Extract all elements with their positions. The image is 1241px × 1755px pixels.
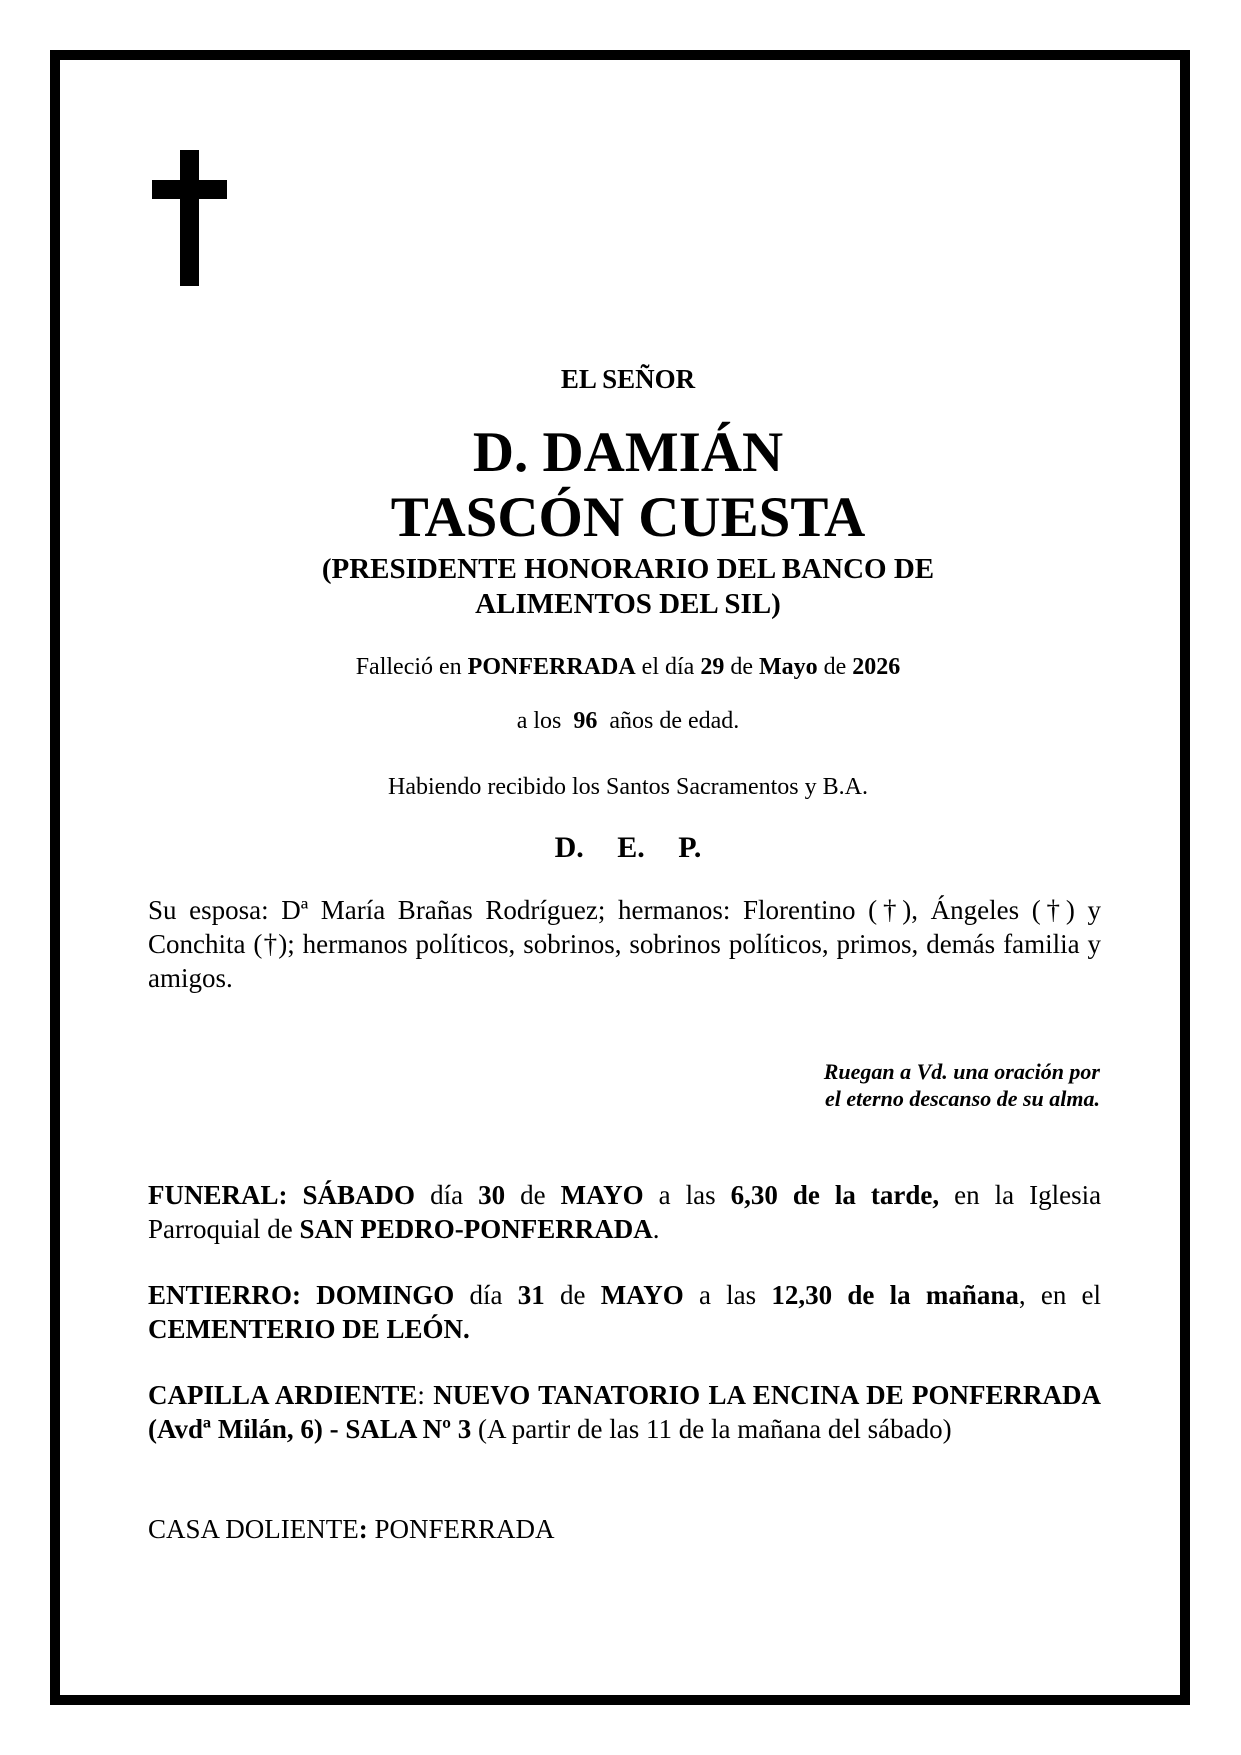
mourning-house-place: PONFERRADA	[374, 1514, 555, 1544]
death-place: PONFERRADA	[467, 654, 636, 680]
chapel-label: CAPILLA ARDIENTE	[148, 1380, 418, 1410]
deceased-name	[148, 420, 1108, 550]
role-line-1: (PRESIDENTE HONORARIO DEL BANCO DE	[321, 553, 935, 585]
funeral-info: FUNERAL: SÁBADO día 30 de MAYO a las 6,30 de la tarde, en la Iglesia Parroquial de SAN PEDRO-PONFERRADA.	[148, 1180, 1102, 1244]
funeral-place: SAN PEDRO-PONFERRADA	[299, 1214, 653, 1244]
burial-day: 31	[517, 1280, 545, 1310]
prayer-note: Ruegan a Vd. una oración por el eterno descanso de su alma.	[823, 1059, 1100, 1111]
name-line-2: TASCÓN CUESTA	[390, 486, 866, 549]
funeral-month: MAYO	[560, 1180, 644, 1210]
mourning-house-label: CASA DOLIENTE	[148, 1514, 359, 1544]
death-notice: Falleció en PONFERRADA el día 29 de Mayo de 2026	[355, 654, 901, 680]
role-line-2: ALIMENTOS DEL SIL)	[475, 588, 781, 620]
chapel-note: (A partir de las 11 de la mañana del sábado)	[478, 1414, 952, 1444]
chapel-place: NUEVO TANATORIO LA ENCINA DE PONFERRADA (Avdª Milán, 6) - SALA Nº 3	[148, 1380, 1101, 1444]
age-value: 96	[573, 708, 598, 734]
title-prefix: EL SEÑOR	[560, 364, 696, 394]
burial-weekday: DOMINGO	[316, 1280, 455, 1310]
burial-label: ENTIERRO:	[148, 1280, 302, 1310]
funeral-time: 6,30 de la tarde,	[730, 1180, 940, 1210]
page-border	[50, 50, 1190, 1705]
burial-info: ENTIERRO: DOMINGO día 31 de MAYO a las 12,30 de la mañana, en el CEMENTERIO DE LEÓN.	[148, 1280, 1102, 1344]
dep-line: D. E. P.	[554, 831, 702, 864]
family-paragraph: Su esposa: Dª María Brañas Rodríguez; hermanos: Florentino (†), Ángeles (†) y Conchita (†); hermanos políticos, sobrinos, sobrinos políticos, primos, demás familia y amigos.	[148, 895, 1101, 993]
deceased-role	[148, 552, 1108, 622]
death-month: Mayo	[758, 654, 818, 680]
death-year: 2026	[852, 654, 901, 680]
name-line-1: D. DAMIÁN	[472, 421, 784, 484]
death-day: 29	[700, 654, 725, 680]
cross-icon	[152, 150, 227, 286]
funeral-day: 30	[478, 1180, 506, 1210]
burial-place: CEMENTERIO DE LEÓN.	[148, 1314, 470, 1344]
burial-month: MAYO	[600, 1280, 684, 1310]
funeral-label: FUNERAL:	[148, 1180, 288, 1210]
age-line: a los 96 años de edad.	[516, 708, 740, 734]
sacraments-line: Habiendo recibido los Santos Sacramentos y B.A.	[388, 774, 868, 800]
mourning-house: CASA DOLIENTE: PONFERRADA	[148, 1514, 555, 1544]
burial-time: 12,30 de la mañana	[771, 1280, 1019, 1310]
chapel-info: CAPILLA ARDIENTE: NUEVO TANATORIO LA ENCINA DE PONFERRADA (Avdª Milán, 6) - SALA Nº 3 (A partir de las 11 de la mañana del sábado)	[148, 1380, 1101, 1444]
funeral-weekday: SÁBADO	[302, 1180, 416, 1210]
